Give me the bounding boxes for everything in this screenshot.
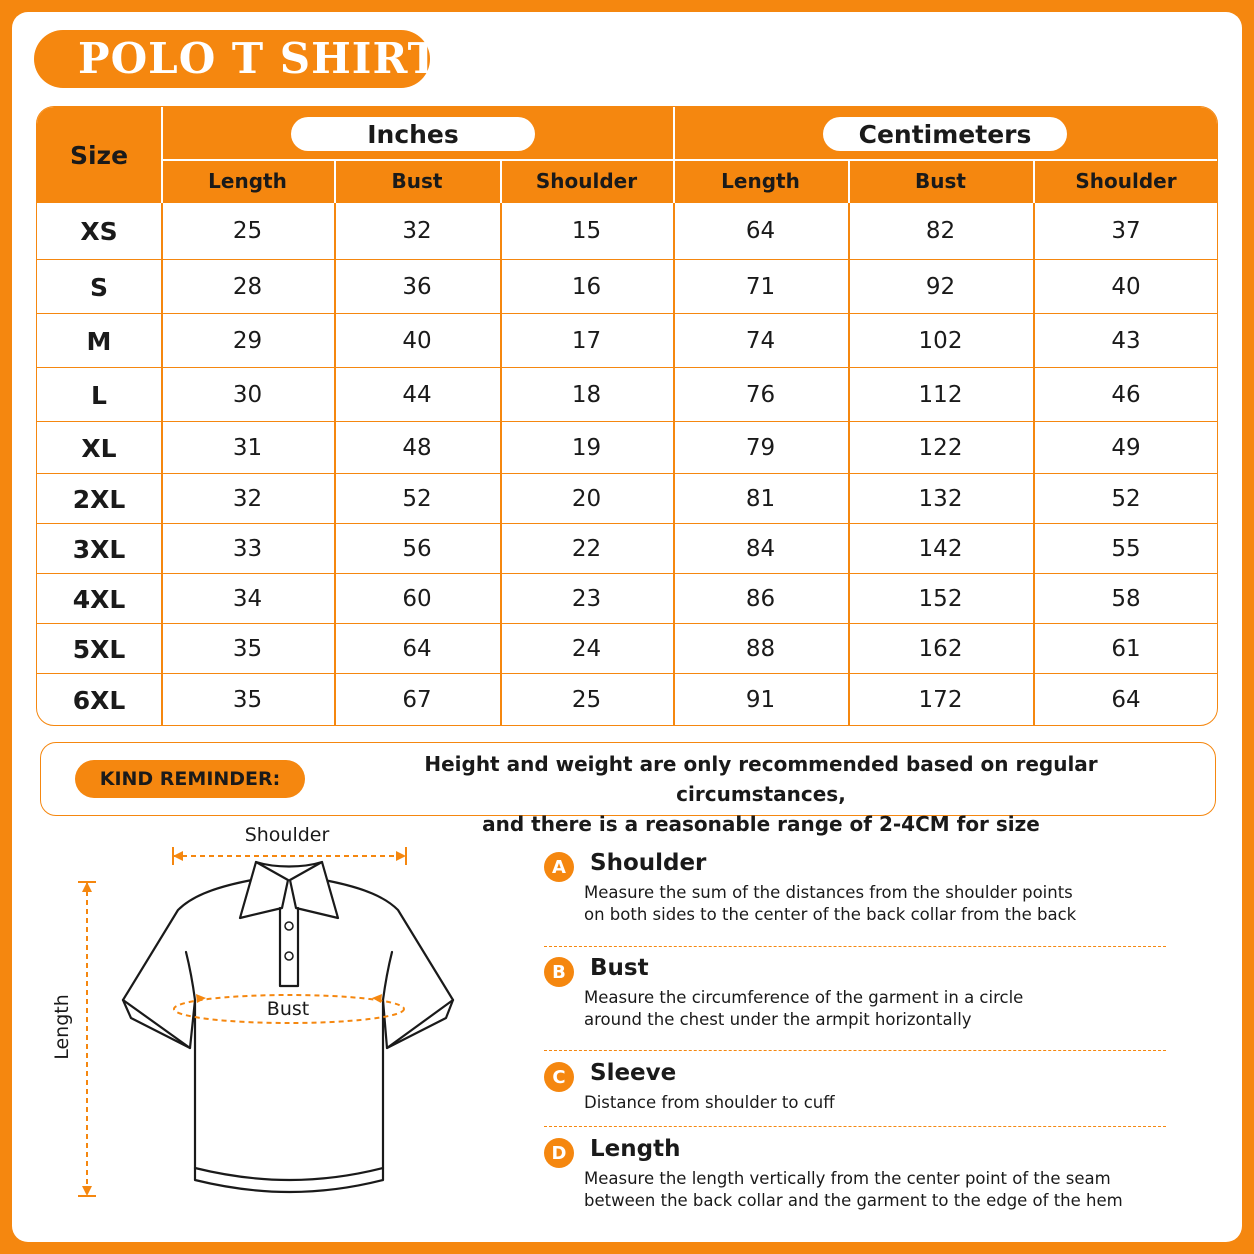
- measurement-title: Length: [590, 1136, 681, 1162]
- value-cell: 36: [402, 274, 432, 300]
- size-cell: 3XL: [72, 534, 126, 564]
- page-title: POLO T SHIRT: [78, 34, 440, 83]
- value-cell: 52: [402, 486, 432, 512]
- value-cell: 64: [745, 218, 776, 244]
- button-icon: [285, 922, 293, 930]
- placket: [280, 908, 298, 986]
- shoulder-diagram-label: Shoulder: [244, 824, 330, 846]
- section-divider: [544, 946, 1166, 947]
- bust-diagram-label: Bust: [266, 998, 310, 1020]
- value-cell: 18: [571, 382, 602, 408]
- value-cell: 29: [232, 328, 263, 354]
- value-cell: 49: [1111, 435, 1141, 461]
- size-cell: 2XL: [72, 484, 126, 514]
- value-cell: 76: [745, 382, 776, 408]
- hem-line: [195, 1168, 383, 1180]
- value-cell: 52: [1111, 486, 1141, 512]
- value-cell: 30: [232, 382, 263, 408]
- size-cell: XS: [80, 216, 118, 246]
- value-cell: 32: [402, 218, 432, 244]
- value-cell: 112: [918, 382, 963, 408]
- value-cell: 82: [925, 218, 956, 244]
- cm-shoulder-header: Shoulder: [1075, 169, 1177, 193]
- kind-reminder-line: Height and weight are only recommended based on regular circumstances,: [424, 752, 1098, 806]
- value-cell: 64: [402, 636, 432, 662]
- value-cell: 152: [918, 586, 963, 612]
- badge-b-icon: B: [544, 957, 574, 987]
- size-cell: S: [89, 272, 108, 302]
- value-cell: 19: [571, 435, 602, 461]
- cm-length-header: Length: [721, 169, 800, 193]
- measurement-title: Shoulder: [590, 850, 707, 876]
- value-cell: 25: [571, 687, 602, 713]
- value-cell: 88: [745, 636, 776, 662]
- kind-reminder-line: and there is a reasonable range of 2-4CM for size: [482, 812, 1040, 836]
- value-cell: 37: [1111, 218, 1141, 244]
- value-cell: 22: [571, 536, 602, 562]
- value-cell: 40: [402, 328, 432, 354]
- size-cell: XL: [81, 433, 117, 463]
- inches-bust-header: Bust: [391, 169, 443, 193]
- value-cell: 102: [918, 328, 963, 354]
- value-cell: 86: [745, 586, 776, 612]
- size-cell: M: [86, 326, 112, 356]
- description-line: on both sides to the center of the back collar from the back: [584, 905, 1077, 924]
- value-cell: 61: [1111, 636, 1141, 662]
- value-cell: 25: [232, 218, 263, 244]
- length-diagram-label: Length: [51, 994, 73, 1060]
- value-cell: 92: [925, 274, 956, 300]
- value-cell: 71: [745, 274, 776, 300]
- value-cell: 15: [571, 218, 602, 244]
- value-cell: 122: [918, 435, 963, 461]
- value-cell: 35: [232, 687, 263, 713]
- description-line: around the chest under the armpit horizontally: [584, 1010, 972, 1029]
- value-cell: 35: [232, 636, 263, 662]
- measurement-description: [584, 1168, 1184, 1212]
- value-cell: 46: [1111, 382, 1141, 408]
- size-cell: 4XL: [72, 584, 126, 614]
- value-cell: 34: [232, 586, 263, 612]
- value-cell: 16: [571, 274, 602, 300]
- value-cell: 81: [745, 486, 776, 512]
- value-cell: 17: [571, 328, 602, 354]
- size-column-header: Size: [69, 140, 129, 170]
- value-cell: 24: [571, 636, 602, 662]
- badge-c-icon: C: [544, 1062, 574, 1092]
- badge-d-icon: D: [544, 1138, 574, 1168]
- value-cell: 64: [1111, 687, 1141, 713]
- value-cell: 67: [402, 687, 432, 713]
- value-cell: 132: [918, 486, 963, 512]
- description-line: Distance from shoulder to cuff: [584, 1093, 835, 1112]
- size-cell: 6XL: [72, 685, 126, 715]
- value-cell: 28: [232, 274, 263, 300]
- kind-reminder-label: KIND REMINDER:: [75, 760, 305, 798]
- value-cell: 31: [232, 435, 263, 461]
- section-divider: [544, 1126, 1166, 1127]
- value-cell: 172: [918, 687, 963, 713]
- measurement-description: [584, 882, 1184, 926]
- left-armhole: [186, 952, 195, 1000]
- value-cell: 91: [745, 687, 776, 713]
- inches-length-header: Length: [208, 169, 287, 193]
- measurement-title: Bust: [590, 955, 649, 981]
- value-cell: 142: [918, 536, 963, 562]
- button-icon: [285, 952, 293, 960]
- description-line: between the back collar and the garment to the edge of the hem: [584, 1191, 1123, 1210]
- measurement-description: [584, 987, 1184, 1031]
- centimeters-group-header: Centimeters: [823, 117, 1067, 151]
- value-cell: 55: [1111, 536, 1141, 562]
- value-cell: 23: [571, 586, 602, 612]
- inches-shoulder-header: Shoulder: [535, 169, 638, 193]
- value-cell: 43: [1111, 328, 1141, 354]
- value-cell: 56: [402, 536, 432, 562]
- size-cell: 5XL: [72, 634, 126, 664]
- back-collar: [256, 862, 322, 867]
- measurement-title: Sleeve: [590, 1060, 677, 1086]
- value-cell: 162: [918, 636, 963, 662]
- value-cell: 40: [1111, 274, 1141, 300]
- value-cell: 48: [402, 435, 432, 461]
- value-cell: 74: [745, 328, 776, 354]
- section-divider: [544, 1050, 1166, 1051]
- description-line: Measure the circumference of the garment in a circle: [584, 988, 1024, 1007]
- value-cell: 33: [232, 536, 263, 562]
- value-cell: 79: [745, 435, 776, 461]
- cm-bust-header: Bust: [915, 169, 966, 193]
- value-cell: 84: [745, 536, 776, 562]
- value-cell: 58: [1111, 586, 1141, 612]
- value-cell: 32: [232, 486, 263, 512]
- value-cell: 20: [571, 486, 602, 512]
- description-line: Measure the sum of the distances from the shoulder points: [584, 883, 1073, 902]
- inches-group-header: Inches: [291, 117, 535, 151]
- measurement-description: [584, 1092, 1184, 1114]
- description-line: Measure the length vertically from the center point of the seam: [584, 1169, 1111, 1188]
- measure-lines: [78, 847, 406, 1196]
- value-cell: 44: [402, 382, 432, 408]
- value-cell: 60: [402, 586, 432, 612]
- size-cell: L: [91, 380, 107, 410]
- badge-a-icon: A: [544, 852, 574, 882]
- right-armhole: [383, 952, 392, 1000]
- shirt-body-outline: [123, 880, 453, 1192]
